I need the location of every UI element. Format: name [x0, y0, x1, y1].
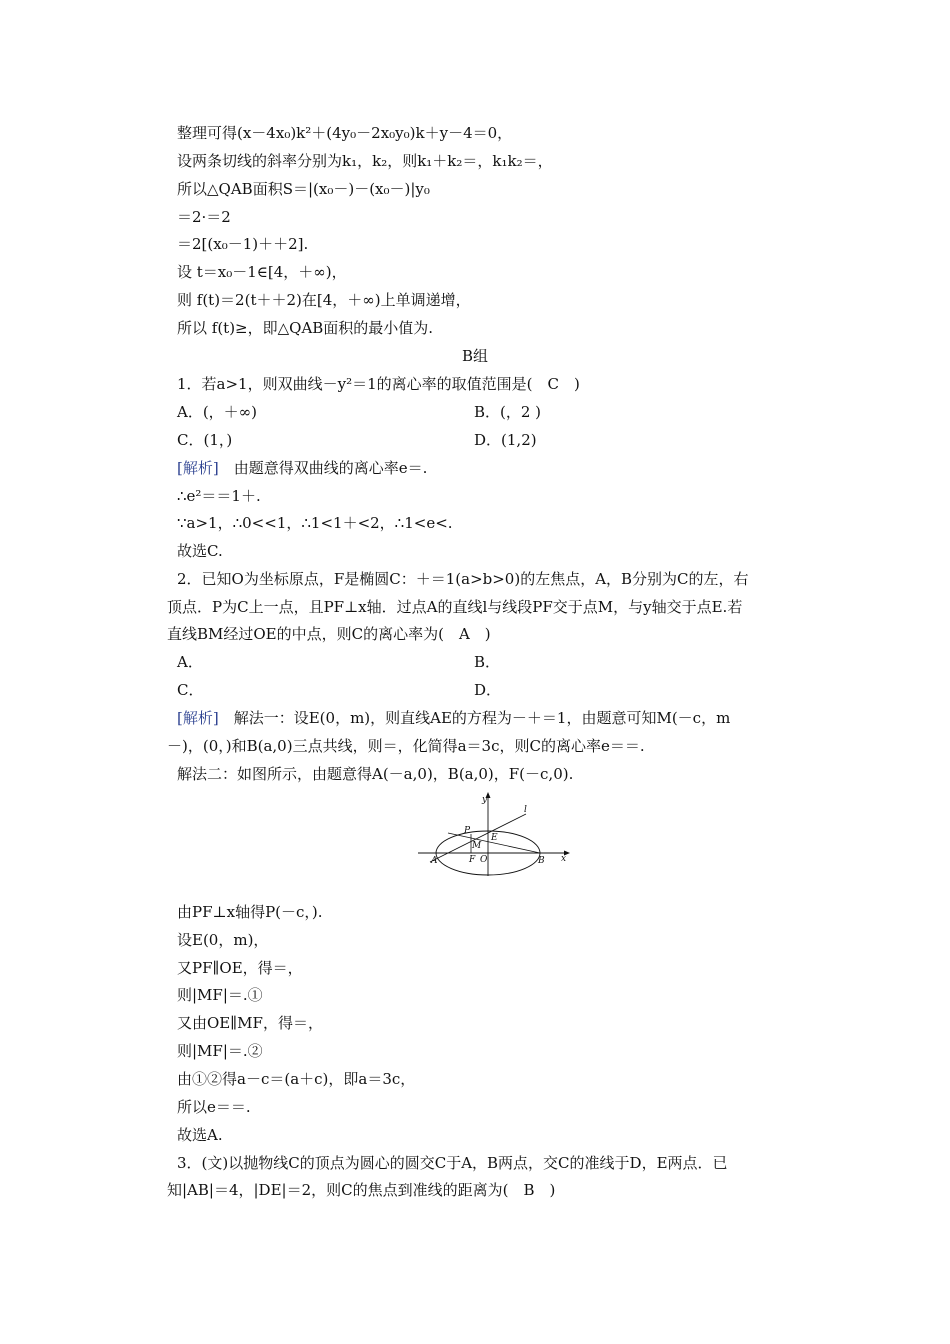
figure-label: F: [469, 855, 476, 865]
question-2: 2．已知O为坐标原点，F是椭圆C：＋＝1(a>b>0)的左焦点，A，B分别为C的左，右: [177, 570, 749, 588]
solution-line: 设E(0，m)，: [177, 931, 269, 949]
solution-line: －)，(0，)和B(a,0)三点共线，则＝，化简得a＝3c，则C的离心率e＝＝.: [167, 737, 645, 755]
figure-label: B: [538, 856, 545, 866]
question-3: 3．(文)以抛物线C的顶点为圆心的圆交C于A，B两点，交C的准线于D，E两点．已: [177, 1154, 728, 1172]
solution-line: 由①②得a－c＝(a＋c)，即a＝3c，: [177, 1070, 416, 1088]
solution-line: 故选A.: [177, 1126, 223, 1144]
solution-line: 则|MF|＝.②: [177, 1042, 263, 1060]
figure-label: E: [491, 833, 498, 843]
text-line: 所以△QAB面积S＝|(x₀－)－(x₀－)|y₀: [177, 180, 430, 198]
text-line: ＝2[(x₀－1)＋＋2].: [177, 235, 309, 253]
text-line: 设 t＝x₀－1∈[4，＋∞)，: [177, 263, 347, 281]
text-line: ＝2·＝2: [177, 208, 231, 226]
solution-line: 由PF⊥x轴得P(－c，).: [177, 903, 323, 921]
solution-text: 由题意得双曲线的离心率e＝.: [218, 459, 428, 477]
text-line: 整理可得(x－4x₀)k²＋(4y₀－2x₀y₀)k＋y－4＝0，: [177, 124, 513, 142]
solution-line: 解法二：如图所示，由题意得A(－a,0)，B(a,0)，F(－c,0).: [177, 765, 574, 783]
solution-tag: [解析]: [177, 459, 219, 477]
option-d: D．: [474, 681, 502, 699]
option-b: B．: [474, 653, 501, 671]
solution-line: 所以e＝＝.: [177, 1098, 251, 1116]
option-a: A．(，＋∞): [177, 403, 258, 421]
figure-label: P: [464, 826, 471, 836]
section-heading: B组: [461, 347, 489, 365]
solution-line: [177, 708, 730, 728]
question-2: 直线BM经过OE的中点，则C的离心率为( A ): [167, 625, 491, 643]
solution-line: [177, 458, 427, 478]
solution-line: 又由OE∥MF，得＝，: [177, 1014, 323, 1032]
text-line: 设两条切线的斜率分别为k₁，k₂，则k₁＋k₂＝，k₁k₂＝，: [177, 152, 553, 170]
text-line: 则 f(t)＝2(t＋＋2)在[4，＋∞)上单调递增，: [177, 291, 471, 309]
figure-label: y: [482, 795, 488, 805]
solution-line: ∴e²＝＝1＋.: [177, 487, 261, 505]
option-d: D．(1,2): [474, 431, 537, 449]
text-line: 所以 f(t)≥，即△QAB面积的最小值为.: [177, 319, 434, 337]
question-2: 顶点．P为C上一点，且PF⊥x轴．过点A的直线l与线段PF交于点M，与y轴交于点E.若: [167, 598, 743, 616]
figure-label: x: [561, 854, 567, 864]
solution-tag: [解析]: [177, 709, 219, 727]
ellipse-figure: [418, 792, 570, 878]
figure-label: l: [524, 805, 527, 815]
option-c: C．: [177, 681, 204, 699]
question-1: 1．若a>1，则双曲线－y²＝1的离心率的取值范围是( C ): [177, 375, 580, 393]
solution-text: 解法一：设E(0，m)，则直线AE的方程为－＋＝1，由题意可知M(－c，m: [218, 709, 731, 727]
option-c: C．(1，): [177, 431, 233, 449]
option-a: A．: [177, 653, 203, 671]
solution-line: ∵a>1，∴0<<1，∴1<1＋<2，∴1<e<.: [177, 514, 453, 532]
figure-label: M: [472, 841, 482, 851]
solution-line: 故选C.: [177, 542, 223, 560]
solution-line: 则|MF|＝.①: [177, 986, 263, 1004]
question-3: 知|AB|＝4，|DE|＝2，则C的焦点到准线的距离为( B ): [167, 1181, 556, 1199]
solution-line: 又PF∥OE，得＝，: [177, 959, 303, 977]
figure-label: A: [431, 856, 438, 866]
figure-label: O: [480, 855, 488, 865]
option-b: B．(，2 ): [474, 403, 542, 421]
